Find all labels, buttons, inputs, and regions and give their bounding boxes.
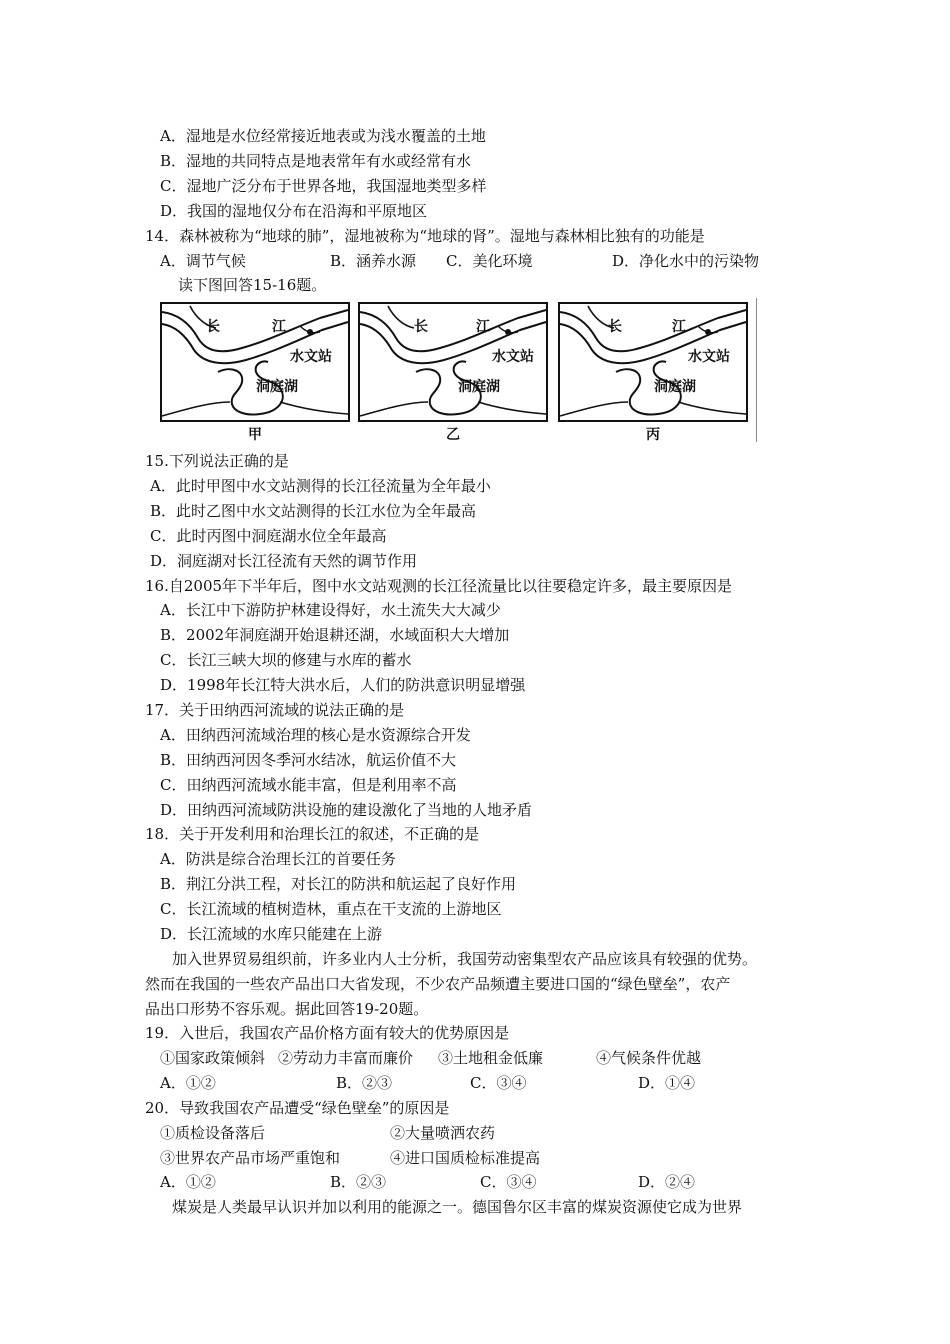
passage-line-1: 加入世界贸易组织前，许多业内人士分析，我国劳动密集型农产品应该具有较强的优势。 [172,950,758,968]
label-chang: 长 [414,319,428,335]
q19-stem: 19．入世后，我国农产品价格方面有较大的优势原因是 [145,1024,510,1042]
passage-line-3: 品出口形势不容乐观。据此回答19-20题。 [145,1000,429,1018]
q13-option-b: B．湿地的共同特点是地表常年有水或经常有水 [160,152,472,170]
q17-option-c: C．田纳西河流域水能丰富，但是利用率不高 [160,776,457,794]
q20-option-d: D．②④ [638,1173,696,1191]
caption-yi: 乙 [446,427,460,443]
q19-option-c: C．③④ [470,1074,527,1092]
passage-line-2: 然而在我国的一些农产品出口大省发现，不少农产品频遭主要进口国的“绿色壁垒”，农产 [145,975,731,993]
q14-option-b: B．涵养水源 [330,252,417,270]
label-lake: 洞庭湖 [458,379,500,395]
label-chang: 长 [206,319,220,335]
q20-item-2: ②大量喷洒农药 [390,1124,496,1142]
label-chang: 长 [608,319,622,335]
divider [756,298,757,442]
q15-stem: 15.下列说法正确的是 [145,452,289,470]
label-jiang: 江 [476,319,490,335]
passage-coal: 煤炭是人类最早认识并加以利用的能源之一。德国鲁尔区丰富的煤炭资源使它成为世界 [172,1198,743,1216]
q19-options [160,1073,780,1093]
intro-15-16: 读下图回答15-16题。 [178,276,327,294]
q20-stem: 20．导致我国农产品遭受“绿色壁垒”的原因是 [145,1099,450,1117]
q18-option-d: D．长江流域的水库只能建在上游 [160,925,383,943]
q20-option-a: A．①② [160,1173,216,1191]
q19-item-3: ③土地租金低廉 [438,1049,544,1067]
q20-options [160,1172,780,1192]
q18-stem: 18．关于开发利用和治理长江的叙述，不正确的是 [145,825,480,843]
label-station: 水文站 [688,349,730,365]
label-station: 水文站 [492,349,534,365]
q19-item-4: ④气候条件优越 [596,1049,702,1067]
q13-option-c: C．湿地广泛分布于世界各地，我国湿地类型多样 [160,177,487,195]
q17-option-b: B．田纳西河因冬季河水结冰，航运价值不大 [160,751,457,769]
q15-option-c: C．此时丙图中洞庭湖水位全年最高 [150,527,387,545]
q16-option-b: B．2002年洞庭湖开始退耕还湖，水域面积大大增加 [160,626,510,644]
q20-item-4: ④进口国质检标准提高 [390,1149,541,1167]
q19-item-1: ①国家政策倾斜 [160,1049,266,1067]
q19-items [160,1048,780,1068]
q19-option-b: B．②③ [336,1074,393,1092]
q18-option-b: B．荆江分洪工程，对长江的防洪和航运起了良好作用 [160,875,517,893]
q18-option-c: C．长江流域的植树造林，重点在干支流的上游地区 [160,900,502,918]
label-lake: 洞庭湖 [256,379,298,395]
q17-option-a: A．田纳西河流域治理的核心是水资源综合开发 [160,726,471,744]
river-maps [160,300,760,442]
q20-items-row2 [160,1148,780,1168]
q19-option-a: A．①② [160,1074,216,1092]
q19-option-d: D．①④ [638,1074,696,1092]
q14-option-d: D．净化水中的污染物 [612,252,760,270]
q16-option-c: C．长江三峡大坝的修建与水库的蓄水 [160,651,412,669]
q15-option-b: B．此时乙图中水文站测得的长江水位为全年最高 [150,502,477,520]
map-bing [558,302,748,443]
q15-option-d: D．洞庭湖对长江径流有天然的调节作用 [150,552,418,570]
q14-stem: 14．森林被称为“地球的肺”，湿地被称为“地球的肾”。湿地与森林相比独有的功能是 [145,227,705,245]
caption-bing: 丙 [646,427,660,443]
label-jiang: 江 [272,319,286,335]
q15-option-a: A．此时甲图中水文站测得的长江径流量为全年最小 [150,477,491,495]
map-yi [358,302,548,443]
q14-option-a: A．调节气候 [160,252,246,270]
q13-option-d: D．我国的湿地仅分布在沿海和平原地区 [160,202,428,220]
q20-option-c: C．③④ [480,1173,537,1191]
q18-option-a: A．防洪是综合治理长江的首要任务 [160,850,396,868]
label-jiang: 江 [672,319,686,335]
q17-option-d: D．田纳西河流域防洪设施的建设激化了当地的人地矛盾 [160,801,533,819]
map-jia [160,302,350,443]
q13-option-a: A．湿地是水位经常接近地表或为浅水覆盖的土地 [160,127,486,145]
q14-options [160,251,780,271]
q20-item-1: ①质检设备落后 [160,1124,266,1142]
q16-option-a: A．长江中下游防护林建设得好，水土流失大大减少 [160,601,501,619]
q19-item-2: ②劳动力丰富而廉价 [278,1049,414,1067]
caption-jia: 甲 [248,427,262,443]
q17-stem: 17．关于田纳西河流域的说法正确的是 [145,701,405,719]
q16-stem: 16.自2005年下半年后，图中水文站观测的长江径流量比以往要稳定许多，最主要原因是 [145,577,733,595]
q14-option-c: C．美化环境 [446,252,533,270]
q20-items-row1 [160,1123,780,1143]
q20-item-3: ③世界农产品市场严重饱和 [160,1149,341,1167]
label-lake: 洞庭湖 [654,379,696,395]
label-station: 水文站 [290,349,332,365]
q16-option-d: D．1998年长江特大洪水后，人们的防洪意识明显增强 [160,676,526,694]
q20-option-b: B．②③ [330,1173,387,1191]
